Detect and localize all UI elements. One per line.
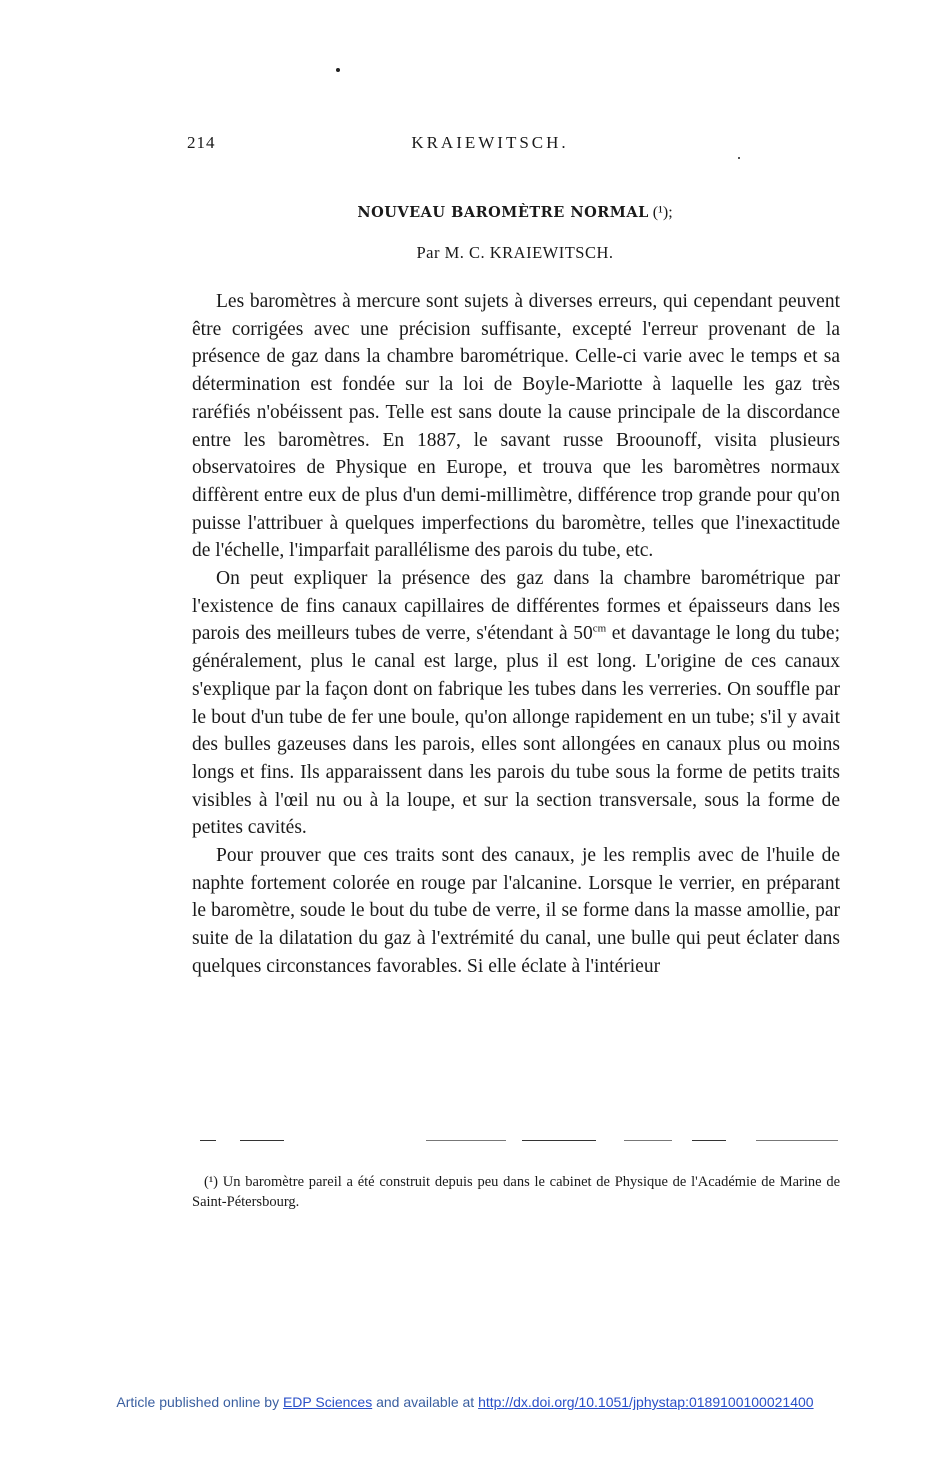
article-title (190, 204, 840, 222)
rule-segment (756, 1140, 838, 1141)
paragraph-1: Les baromètres à mercure sont sujets à diverses erreurs, qui cependant peuvent être corrigées avec une précision suffisante, excepté l'erreur provenant de la présence de gaz dans la chambre barométrique. Celle-ci varie avec le temps et sa détermination est fondée sur la loi de Boyle-Mariotte à laquelle les gaz très raréfiés n'obéissent pas. Telle est sans doute la cause principale de la discordance entre les baromètres. En 1887, le savant russe Broounoff, visita plusieurs observatoires de Physique en Europe, et trouva que les baromètres normaux diffèrent entre eux de plus d'un demi-millimètre, différence trop grande pour qu'on puisse l'attribuer à quelques imperfections du baromètre, telles que l'inexactitude de l'échelle, l'imparfait parallélisme des parois du tube, etc. (192, 291, 840, 562)
rule-segment (240, 1140, 284, 1141)
rule-segment (522, 1140, 596, 1141)
article-author: Par M. C. KRAIEWITSCH. (416, 243, 614, 262)
paragraph-2 (192, 565, 840, 842)
print-mark (738, 157, 740, 159)
paragraph-2-rest: et davantage le long du tube; généralement, plus le canal est large, plus il est long. L'origine de ces canaux s'explique par la façon dont on fabrique les tubes dans les verreries. On souffle par le bout d'un tube de fer une boule, qu'on allonge rapidement en un tube; s'il y avait des bulles gazeuses dans les parois, elles sont allongées en canaux plus ou moins longs et fins. Ils apparaissent dans les parois du tube sous la forme de petits traits visibles à l'œil nu ou à la loupe, et sur la section transversale, sous la forme de petites cavités. (192, 623, 841, 839)
publication-notice (0, 1394, 930, 1410)
title-footnote-ref: (¹); (652, 204, 673, 221)
footnote-separator (196, 1140, 840, 1144)
publisher-link[interactable]: EDP Sciences (282, 1394, 373, 1410)
running-head: KRAIEWITSCH. (411, 133, 569, 152)
page-number: 214 (187, 133, 216, 152)
rule-segment (426, 1140, 506, 1141)
notice-middle: and available at (372, 1394, 479, 1410)
unit-superscript: cm (592, 622, 607, 635)
paragraph-2-unit-value: s'étendant à 50 (476, 623, 593, 645)
article-body (192, 288, 840, 981)
rule-segment (200, 1140, 216, 1141)
footnote (192, 1172, 840, 1212)
paragraph-2-start: On peut expliquer la présence des gaz dans la chambre barométrique par l'existence de fins canaux capillaires de différentes formes et épaisseurs dans les parois des meilleurs tubes de verre, (192, 568, 840, 645)
paragraph-3: Pour prouver que ces traits sont des canaux, je les remplis avec de l'huile de naphte fortement colorée en rouge par l'alcanine. Lorsque le verrier, en préparant le baromètre, soude le bout du tube de verre, il se forme dans la masse amollie, par suite de la dilatation du gaz à l'extrémité du canal, une bulle qui peut éclater dans quelques circonstances favorables. Si elle éclate à l'intérieur (192, 845, 840, 977)
page-header (0, 133, 930, 157)
notice-prefix: Article published online by (116, 1394, 283, 1410)
doi-link[interactable]: http://dx.doi.org/10.1051/jphystap:0189100100021400 (478, 1394, 814, 1410)
footnote-text: (¹) Un baromètre pareil a été construit depuis peu dans le cabinet de Physique de l'Académie de Marine de Saint-Pétersbourg. (192, 1174, 840, 1210)
rule-segment (692, 1140, 726, 1141)
rule-segment (624, 1140, 672, 1141)
title-text: NOUVEAU BAROMÈTRE NORMAL (357, 204, 649, 221)
print-speck (336, 68, 340, 72)
